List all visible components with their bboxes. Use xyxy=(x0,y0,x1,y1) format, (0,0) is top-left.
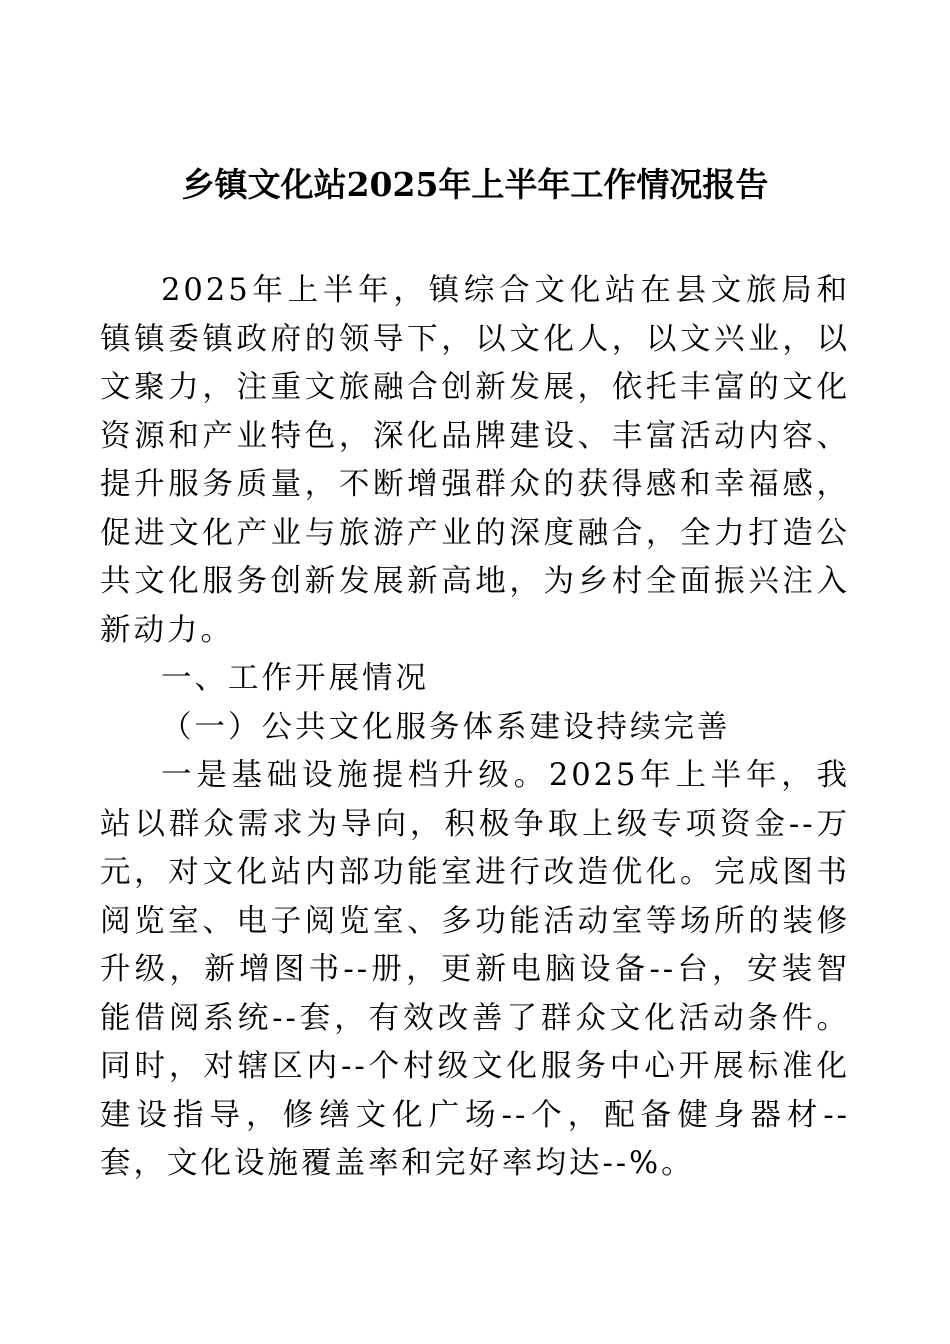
document-body xyxy=(100,267,850,1189)
section-heading: 一、工作开展情况 xyxy=(161,661,429,696)
subsection-heading: （一）公共文化服务体系建设持续完善 xyxy=(161,709,731,745)
point-one-paragraph: 一是基础设施提档升级。2025年上半年，我站以群众需求为导向，积极争取上级专项资金--万元，对文化站内部功能室进行改造优化。完成图书阅览室、电子阅览室、多功能活动室等场所的装修升级，新增图书--册，更新电脑设备--台，安装智能借阅系统--套，有效改善了群众文化活动条件。同时，对辖区内--个村级文化服务中心开展标准化建设指导，修缮文化广场--个，配备健身器材--套，文化设施覆盖率和完好率均达--%。 xyxy=(100,758,850,1181)
intro-paragraph: 2025年上半年，镇综合文化站在县文旅局和镇镇委镇政府的领导下，以文化人，以文兴业，以文聚力，注重文旅融合创新发展，依托丰富的文化资源和产业特色，深化品牌建设、丰富活动内容、提升服务质量，不断增强群众的获得感和幸福感，促进文化产业与旅游产业的深度融合，全力打造公共文化服务创新发展新高地，为乡村全面振兴注入新动力。 xyxy=(100,273,850,648)
document-title: 乡镇文化站2025年上半年工作情况报告 xyxy=(181,165,769,204)
